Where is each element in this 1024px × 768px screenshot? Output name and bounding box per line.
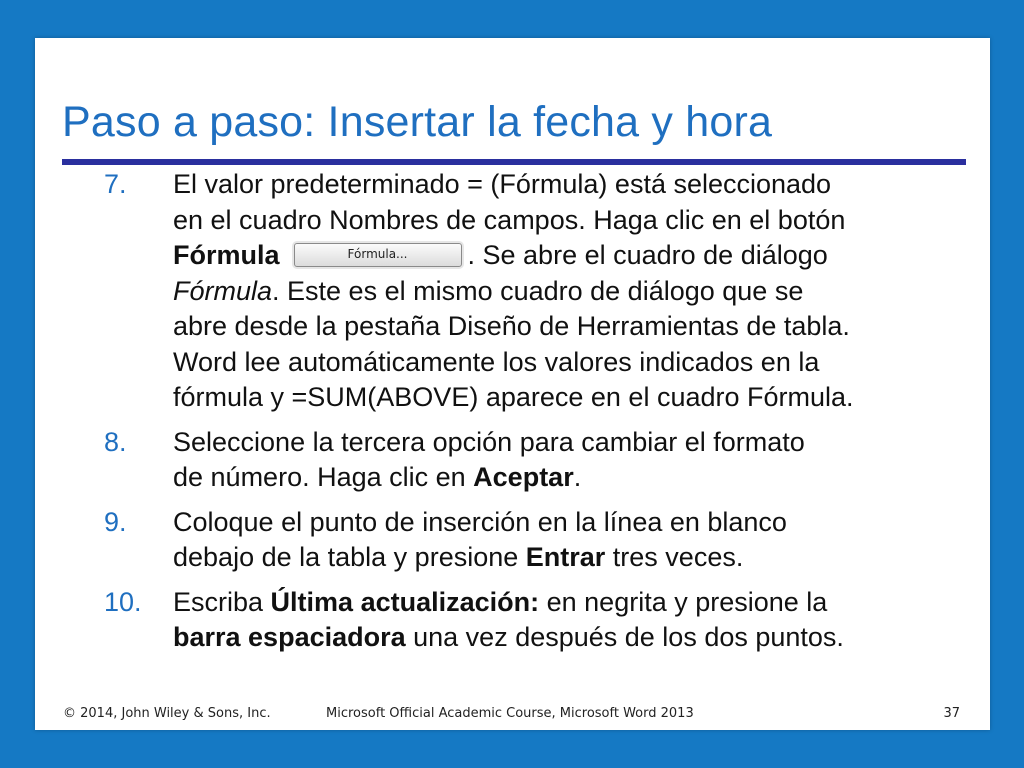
step-line: El valor predeterminado = (Fórmula) está seleccionado — [173, 169, 832, 199]
step-8 — [35, 425, 990, 496]
step-number: 10. — [104, 586, 142, 617]
step-line — [173, 238, 990, 274]
step-text: . Este es el mismo cuadro de diálogo que se — [272, 275, 804, 306]
formula-italic-text: Fórmula — [173, 275, 273, 306]
step-10 — [35, 585, 990, 656]
step-line: Word lee automáticamente los valores indicados en la — [173, 346, 820, 377]
step-text: en negrita y presione la — [539, 586, 828, 617]
step-text: . Se abre el cuadro de diálogo — [467, 240, 828, 270]
step-line — [173, 274, 990, 310]
step-line: fórmula y =SUM(ABOVE) aparece en el cuadro Fórmula. — [173, 382, 854, 412]
footer-copyright: © 2014, John Wiley & Sons, Inc. — [63, 706, 271, 721]
title-divider — [62, 159, 966, 165]
step-line: Seleccione la tercera opción para cambiar el formato — [173, 426, 805, 457]
step-line — [173, 540, 990, 576]
step-number: 8. — [104, 426, 127, 457]
enter-bold-text: Entrar — [525, 542, 606, 572]
step-line — [173, 460, 990, 496]
step-9 — [35, 505, 990, 576]
step-text: debajo de la tabla y presione — [173, 542, 526, 572]
step-list — [35, 167, 990, 665]
accept-bold-text: Aceptar — [473, 462, 574, 492]
slide-title: Paso a paso: Insertar la fecha y hora — [62, 98, 773, 146]
formula-button-label: Fórmula... — [347, 246, 408, 261]
step-text: . — [573, 462, 582, 492]
page-number: 37 — [943, 706, 960, 721]
step-text: una vez después de los dos puntos. — [405, 622, 844, 652]
footer-course: Microsoft Official Academic Course, Microsoft Word 2013 — [326, 706, 694, 721]
step-line: en el cuadro Nombres de campos. Haga clic en el botón — [173, 204, 846, 235]
step-line: Coloque el punto de inserción en la línea en blanco — [173, 506, 787, 537]
step-text: Escriba — [173, 586, 271, 617]
step-text: de número. Haga clic en — [173, 462, 474, 492]
last-update-bold-text: Última actualización: — [270, 586, 540, 617]
step-line — [173, 585, 990, 621]
step-line — [173, 620, 990, 656]
formula-button[interactable] — [294, 243, 462, 267]
step-text: tres veces. — [605, 542, 744, 572]
step-number: 9. — [104, 506, 127, 537]
spacebar-bold-text: barra espaciadora — [173, 622, 406, 652]
formula-bold-text: Fórmula — [173, 240, 280, 270]
step-line: abre desde la pestaña Diseño de Herramientas de tabla. — [173, 311, 850, 341]
step-number: 7. — [104, 169, 127, 199]
step-7 — [35, 167, 990, 416]
slide — [35, 38, 990, 730]
